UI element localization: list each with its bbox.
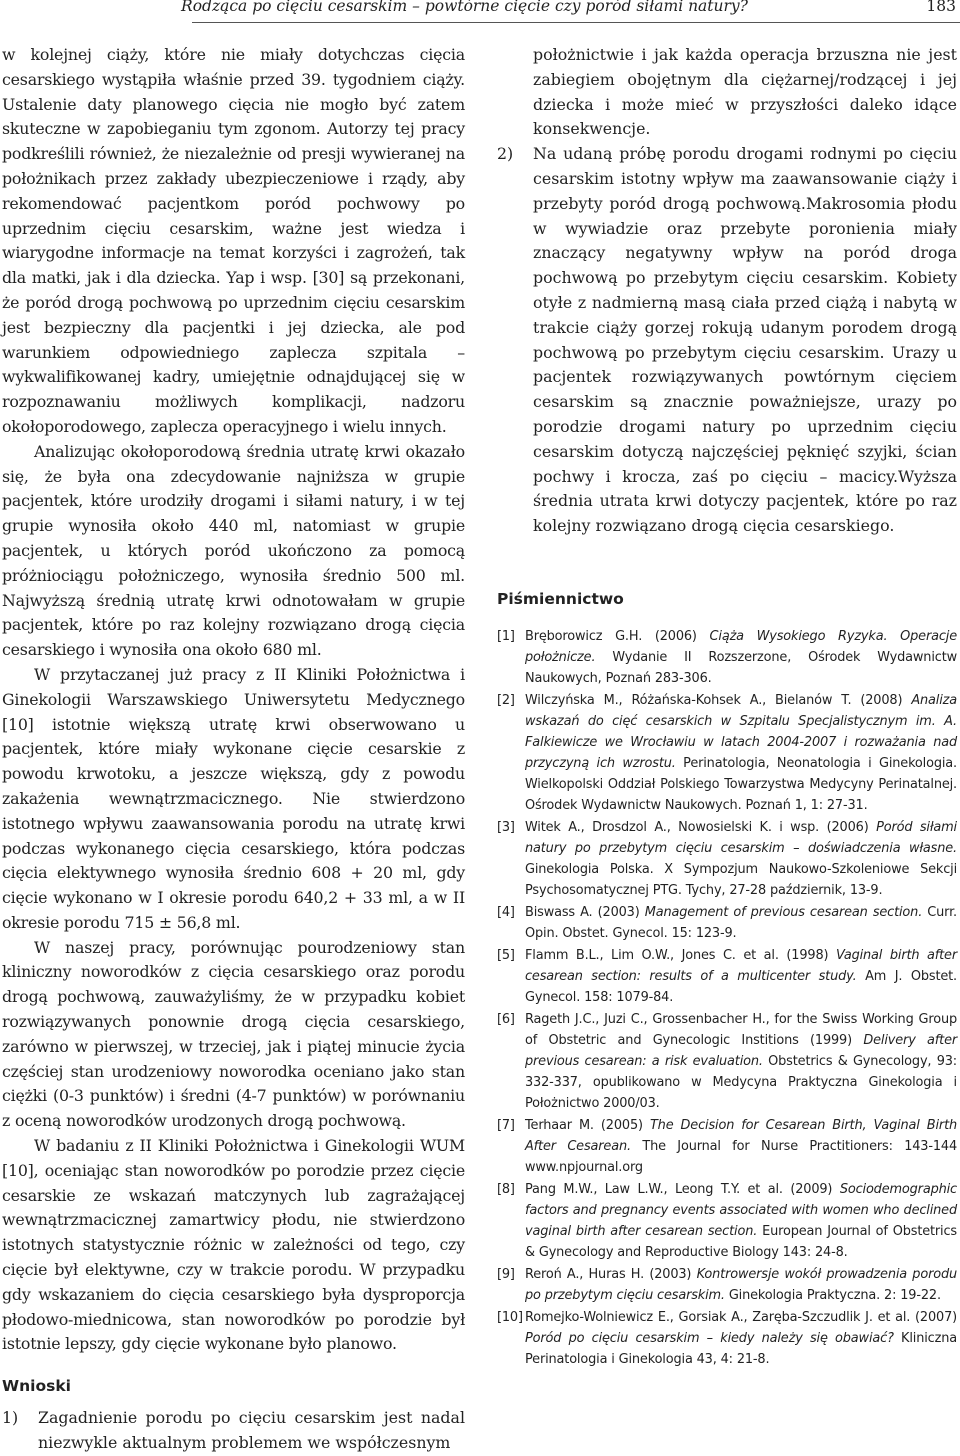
reference-item — [497, 1264, 957, 1306]
reference-title: Management of previous cesarean section. — [644, 904, 923, 920]
reference-number: [9] — [497, 1266, 515, 1282]
paragraph-newborn-state: W naszej pracy, porównując pourodzeniowy stan kliniczny noworodków z cięcia cesarskiego oraz porodu drogą pochwową, zauważyliśmy, że w przypadku kobiet rozwiązywanych ponownie drogą cięcia cesarskiego, zarówno w pierwszej, w trzeciej, jak i piątej minucie życia częściej stan urodzeniowy noworodka oceniano jako stan ciężki (0-3 punktów) i średni (4-7 punktów) w porównaniu z oceną noworodków urodzonych drogą pochwową. — [2, 937, 465, 1131]
reference-source: European Journal of Obstetrics & Gynecology and Reproductive Biology 143: 24-8. — [525, 1223, 957, 1260]
reference-authors: Pang M.W., Law L.W., Leong T.Y. et al. (2009) — [525, 1181, 840, 1197]
reference-title: Delivery after previous cesarean: a risk evaluation. — [525, 1032, 957, 1069]
running-head — [0, 0, 960, 26]
reference-authors: Rageth J.C., Juzi C., Grossenbacher H., for the Swiss Working Group of Obstetric and Gynecologic Institions (1999) — [525, 1011, 957, 1048]
reference-authors: Flamm B.L., Lim O.W., Jones C. et al. (1998) — [525, 947, 836, 963]
page-number: 183 — [926, 0, 956, 15]
paragraph-wum-blood-loss: W przytaczanej już pracy z II Kliniki Położnictwa i Ginekologii Warszawskiego Uniwersytetu Medycznego [10] istotnie większą utratę krwi obserwowano u pacjentek, które miały wykonane cięcie cesarskie z powodu krwotoku, a jeszcze większą, gdy z powodu zakażenia wewnątrzmacicznego. Nie stwierdzono istotnego wpływu zaawansowania porodu na utratę krwi podczas wykonanego cięcia cesarskiego, która podczas cięcia elektywnego wynosiła średnio 608 + 20 ml, gdy cięcie wykonano w I okresie porodu 640,2 + 33 ml, a w II okresie porodu 715 ± 56,8 ml. — [2, 664, 465, 932]
reference-item — [497, 626, 957, 689]
reference-title: Poród po cięciu cesarskim – kiedy należy się obawiać? — [525, 1330, 894, 1346]
reference-title: Poród siłami natury po przebytym cięciu cesarskim – doświadczenia własne. — [525, 819, 957, 856]
conclusion-text: położnictwie i jak każda operacja brzuszna nie jest zabiegiem obojętnym dla ciężarnej/rodzącej i jej dziecka i może mieć w przyszłości daleko idące konsekwencje. — [533, 45, 957, 139]
reference-number: [6] — [497, 1011, 515, 1027]
conclusion-number: 2) — [497, 144, 514, 164]
conclusions-heading: Wnioski — [2, 1377, 71, 1396]
reference-number: [3] — [497, 819, 515, 835]
conclusion-text: Na udaną próbę porodu drogami rodnymi po cięciu cesarskim istotny wpływ ma zaawansowanie ciąży i przebyty poród drogą pochwową.Makrosomia płodu w wywiadzie oraz przebyte poronienia miały znaczący negatywny wpływ na poród droga pochwową po przebytym cięciu cesarskim. Kobiety otyłe z nadmierną masą ciała przed ciążą i nabytą w trakcie ciąży gorzej rokują udanym porodem drogą pochwową po przebytym cięciu cesarskim. Urazy u pacjentek rozwiązywanych powtórnym cięciem cesarskim są znacznie poważniejsze, urazy po porodzie drogami natury po uprzednim cięciu cesarskim dotyczą najczęściej pęknięć szyjki, ścian pochwy i krocza, zaś po cięciu – macicy.Wyższa średnia utrata krwi dotyczy pacjentek, które po raz kolejny rozwiązano drogą cięcia cesarskiego. — [533, 144, 957, 536]
references-heading: Piśmiennictwo — [497, 589, 624, 608]
conclusion-item — [497, 142, 957, 539]
reference-item — [497, 817, 957, 901]
reference-number: [8] — [497, 1181, 515, 1197]
reference-source: Kliniczna Perinatologia i Ginekologia 43, 4: 21-8. — [525, 1330, 958, 1367]
reference-authors: Wilczyńska M., Różańska-Kohsek A., Bielanów T. (2008) — [525, 692, 912, 708]
paragraph-blood-loss: Analizując okołoporodową średnia utratę krwi okazało się, że była ona zdecydowanie najniższa w grupie pacjentek, które urodziły drogami i siłami natury, i w tej grupie wynosiła około 440 ml, natomiast w grupie pacjentek, u których poród ukończono za pomocą próżniociągu położniczego, wynosiła średnio 500 ml. Najwyższą średnią utratę krwi odnotowałam w grupie pacjentek, które po raz kolejny rozwiązano drogą cięcia cesarskiego i wynosiła ona około 680 ml. — [2, 441, 465, 660]
reference-title: Sociodemographic factors and pregnancy events associated with women who declined vaginal birth after cesarean section. — [525, 1181, 957, 1239]
reference-authors: Bręborowicz G.H. (2006) — [525, 628, 710, 644]
reference-number: [1] — [497, 628, 515, 644]
reference-item — [497, 1009, 957, 1114]
reference-item — [497, 690, 957, 816]
conclusion-number: 1) — [2, 1408, 19, 1428]
reference-source: Wydanie II Rozszerzone, Ośrodek Wydawnictw Naukowych, Poznań 283-306. — [525, 649, 957, 686]
reference-number: [7] — [497, 1117, 515, 1133]
reference-title: Kontrowersje wokół prowadzenia porodu po przebytym cięciu cesarskim. — [525, 1266, 958, 1303]
right-column — [497, 43, 957, 1371]
reference-source: The Journal for Nurse Practitioners: 143-144 www.npjournal.org — [525, 1138, 958, 1175]
reference-number: [2] — [497, 692, 515, 708]
reference-authors: Reroń A., Huras H. (2003) — [525, 1266, 697, 1282]
paragraph-wum-newborn: W badaniu z II Kliniki Położnictwa i Ginekologii WUM [10], oceniając stan noworodków po porodzie przez cięcie cesarskie ze wskazań matczynych lub zagrażającej wewnątrzmacicznej zamartwicy płodu, nie stwierdzono istotnych statystycznie różnic w zależności od tego, czy cięcie był elektywne, czy w trakcie porodu. W przypadku gdy wskazaniem do cięcia cesarskiego była dysproporcja płodowo-miednicowa, stan noworodków po porodzie był istotnie lepszy, gdy cięcie wykonane było planowo. — [2, 1136, 465, 1354]
left-column — [2, 43, 465, 1456]
reference-authors: Terhaar M. (2005) — [525, 1117, 650, 1133]
reference-title: Vaginal birth after cesarean section: results of a multicenter study. — [525, 947, 957, 984]
conclusion-item-continued — [497, 43, 957, 142]
reference-source: Ginekologia Praktyczna. 2: 19-22. — [724, 1287, 941, 1303]
reference-title: The Decision for Cesarean Birth, Vaginal Birth After Cesarean. — [525, 1117, 957, 1154]
reference-source: Obstetrics & Gynecology, 93: 332-337, opublikowano w Medycyna Praktyczna Ginekologia i Położnictwo 2000/03. — [525, 1053, 957, 1111]
conclusions-list — [2, 1406, 465, 1456]
conclusion-text: Zagadnienie porodu po cięciu cesarskim jest nadal niezwykle aktualnym problemem we współczesnym — [38, 1408, 465, 1453]
reference-item — [497, 1179, 957, 1263]
reference-source: Perinatologia, Neonatologia i Ginekologia. Wielkopolski Oddział Polskiego Towarzystwa Medycyny Perinatalnej. Ośrodek Wydawnictw Naukowych. Poznań 1, 1: 27-31. — [525, 755, 957, 813]
reference-title: Analiza wskazań do cięć cesarskich w Szpitalu Specjalistycznym im. A. Falkiewicze we Wrocławiu w latach 2004-2007 i rozważania nad przyczyną ich wzrostu. — [525, 692, 957, 771]
reference-source: Am J. Obstet. Gynecol. 158: 1079-84. — [525, 968, 957, 1005]
reference-authors: Biswass A. (2003) — [525, 904, 645, 920]
paragraph-continued: w kolejnej ciąży, które nie miały dotychczas cięcia cesarskiego wystąpiła właśnie przed 39. tygodniem ciąży. Ustalenie daty planowego cięcia nie mogło być zatem skuteczne w zapobieganiu tym zgonom. Autorzy tej pracy podkreślili również, że niezależnie od presji wywieranej na położnikach przez zakłady ubezpieczeniowe i rządy, aby rekomendować pacjentkom poród pochwowy po uprzednim cięciu cesarskim, ważne jest wiedza i wiarygodne informacje na temat korzyści i zagrożeń, tak dla matki, jak i dla dziecka. Yap i wsp. [30] są przekonani, że poród drogą pochwową po uprzednim cięciu cesarskim jest bezpieczny dla pacjentki i jej dziecka, ale pod warunkiem odpowiedniego zaplecza szpitala – wykwalifikowanej kadry, umiejętnie odnajdującej się w rozpoznawaniu możliwych komplikacji, nadzoru okołoporodowego, zaplecza operacyjnego i wielu innych. — [2, 45, 465, 436]
reference-source: Ginekologia Polska. X Sympozjum Naukowo-Szkoleniowe Sekcji Psychosomatycznej PTG. Tychy, 27-28 październik, 13-9. — [525, 861, 957, 898]
reference-number: [5] — [497, 947, 515, 963]
reference-number: [4] — [497, 904, 515, 920]
reference-number: [10] — [497, 1309, 523, 1325]
running-head-title: Rodząca po cięciu cesarskim – powtórne cięcie czy poród siłami natury? — [181, 0, 748, 15]
reference-authors: Witek A., Drosdzol A., Nowosielski K. i wsp. (2006) — [525, 819, 877, 835]
conclusions-list-continued — [497, 43, 957, 539]
reference-source: Curr. Opin. Obstet. Gynecol. 15: 123-9. — [525, 904, 957, 941]
header-rule — [192, 22, 960, 23]
reference-item — [497, 1307, 957, 1370]
reference-item — [497, 902, 957, 944]
reference-authors: Romejko-Wolniewicz E., Gorsiak A., Zaręba-Szczudlik J. et al. (2007) — [525, 1309, 957, 1325]
conclusion-item — [2, 1406, 465, 1456]
reference-item — [497, 945, 957, 1008]
reference-title: Ciąża Wysokiego Ryzyka. Operacje położnicze. — [525, 628, 957, 665]
references-list — [497, 626, 957, 1370]
reference-item — [497, 1115, 957, 1178]
